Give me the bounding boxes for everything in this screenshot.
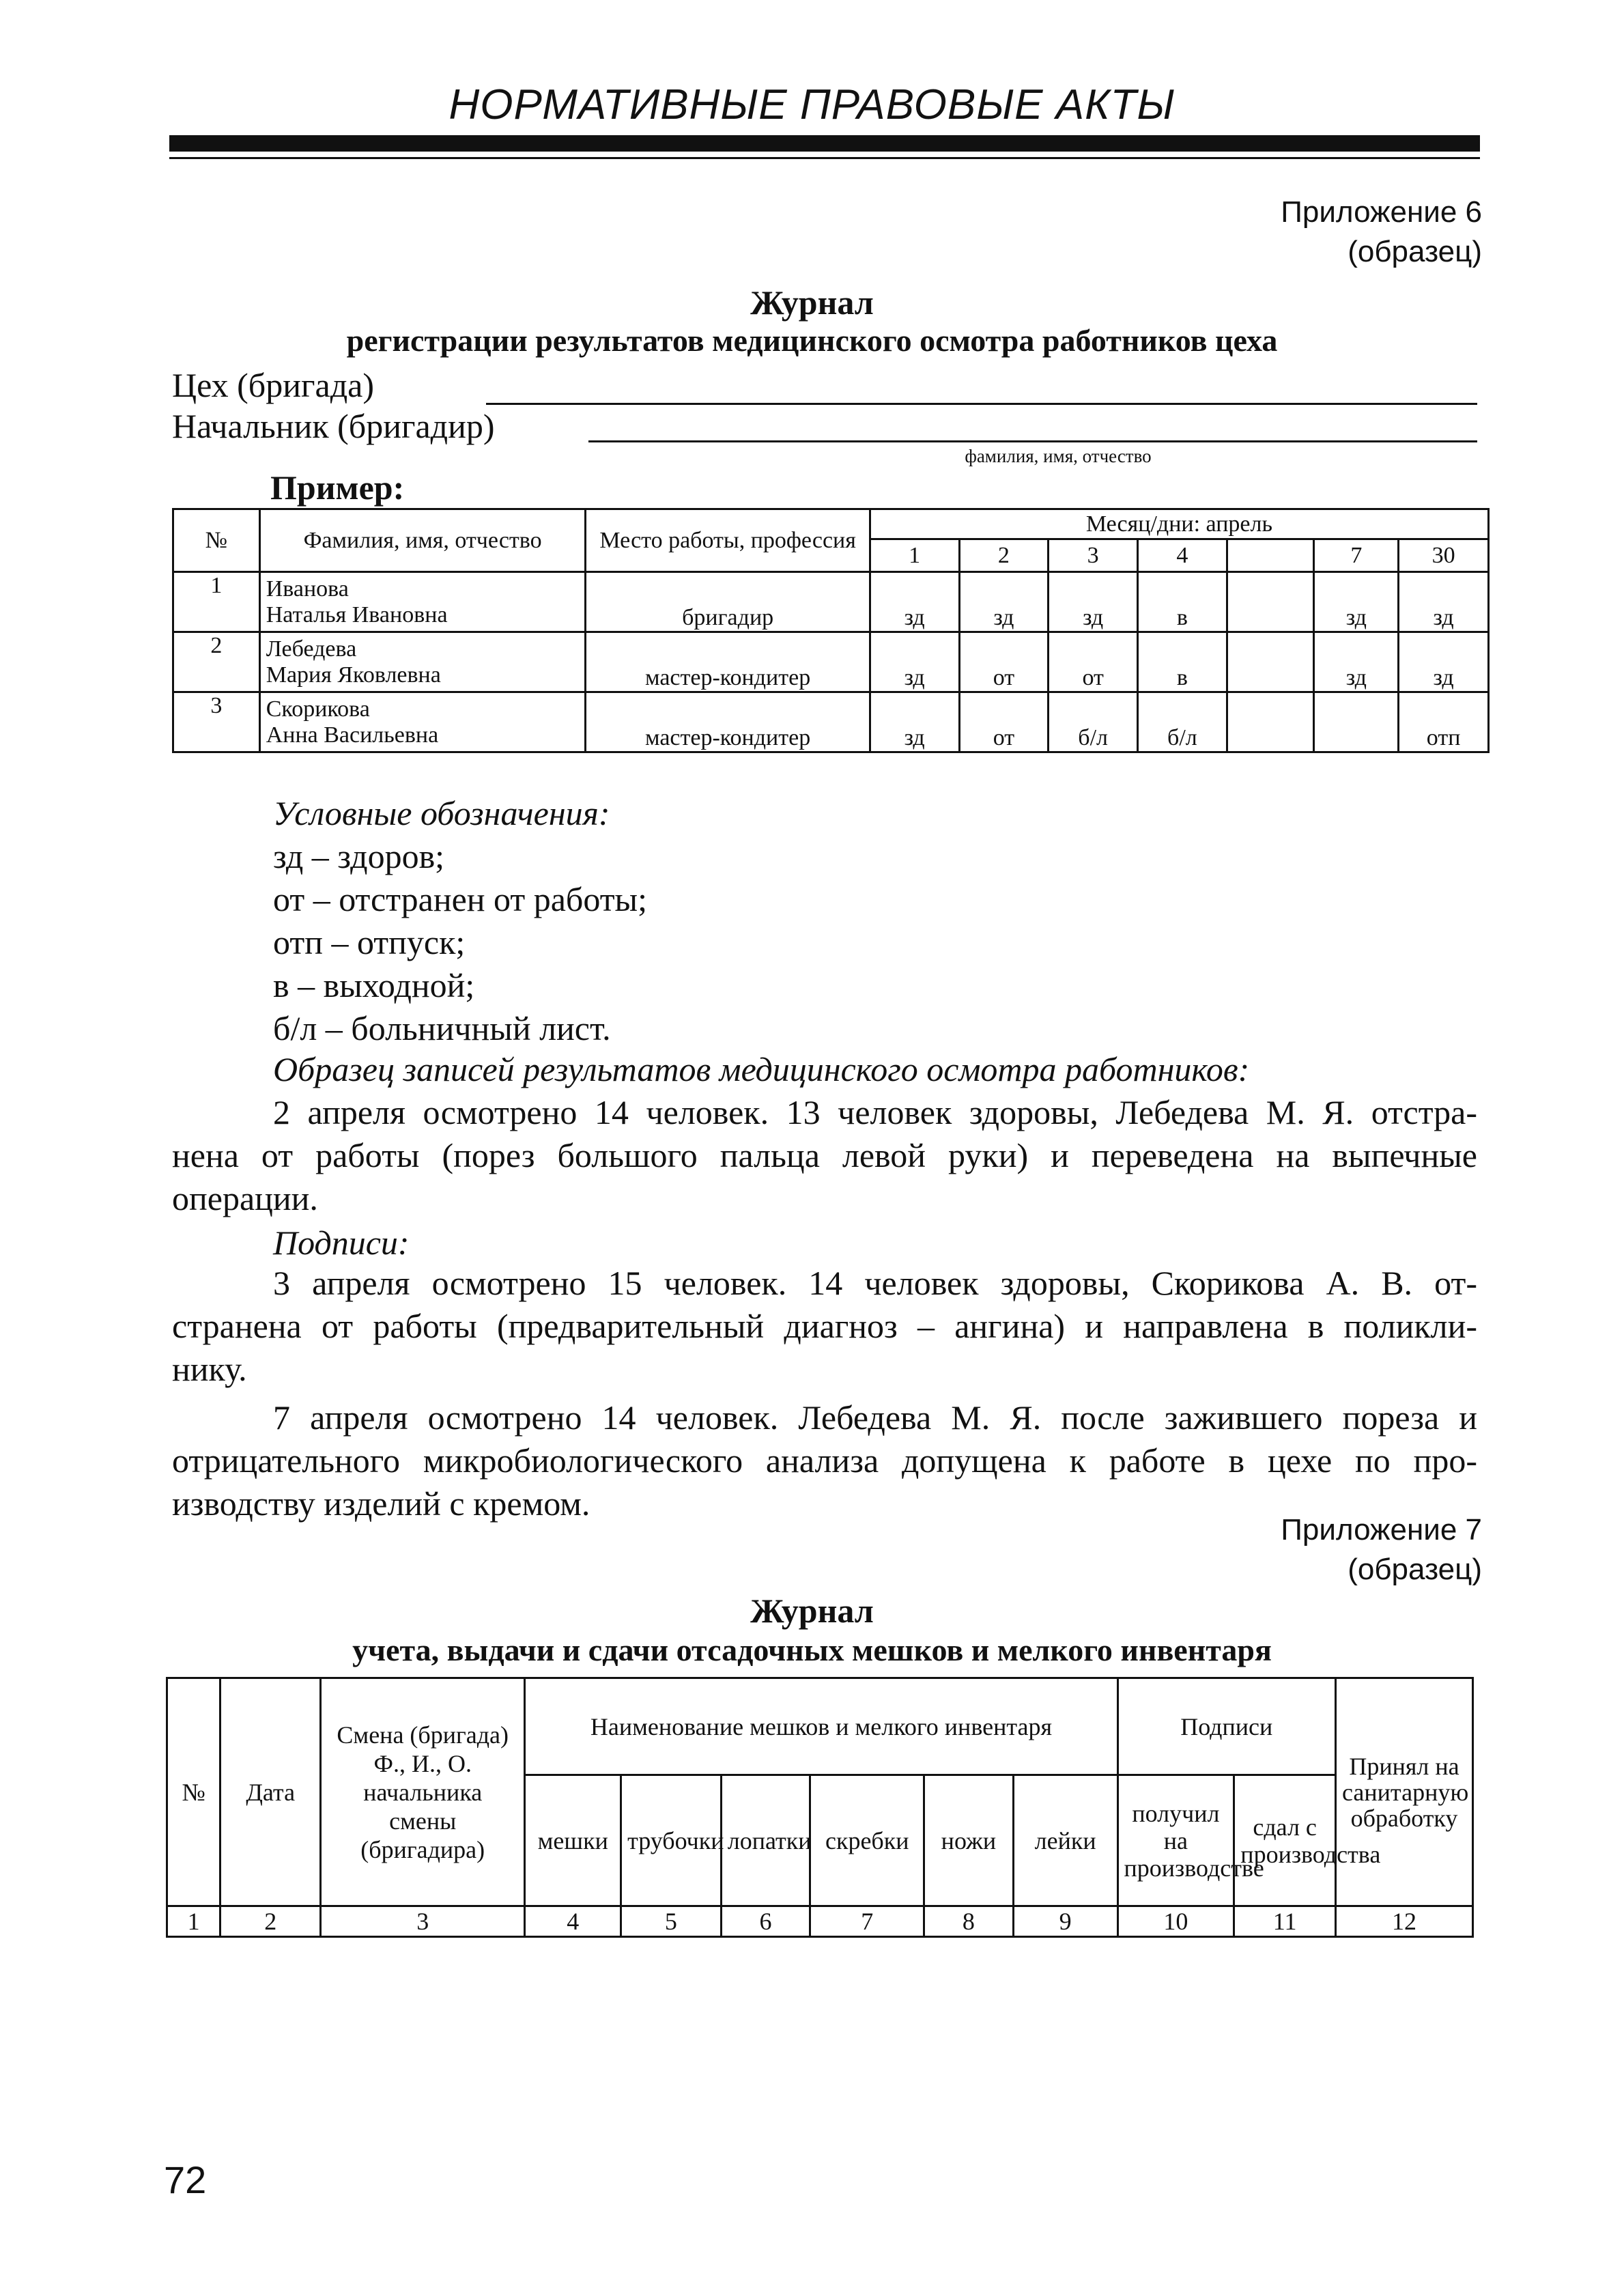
row-place: мастер-кондитер [586,692,870,752]
day-cell [1227,539,1314,572]
day-cell: 7 [1314,539,1399,572]
column-number: 1 [167,1906,220,1937]
chief-label: Начальник (бригадир) [172,407,495,445]
table-row [173,572,1489,632]
status-cell: зд [870,632,959,692]
page-number: 72 [164,2158,207,2201]
status-cell [1227,692,1314,752]
day-cell: 2 [959,539,1049,572]
header-accepted: Принял на санитарную обработку [1335,1678,1472,1906]
legend-item: зд – здоров; [273,837,445,875]
legend-item: б/л – больничный лист. [273,1009,611,1047]
status-cell: зд [1049,572,1138,632]
sign-header: получил на производстве [1117,1775,1234,1906]
column-number: 2 [220,1906,321,1937]
sample-paragraph-3: 7 апреля осмотрено 14 человек. Лебедева М. Я. после зажившего пореза и отрицательного микробиологического анализа допущена к работе в цехе по про- изводству изделий с кремом. [172,1398,1477,1523]
day-cell: 1 [870,539,959,572]
fio-caption: фамилия, имя, отчество [965,446,1152,466]
status-cell: в [1138,632,1227,692]
status-cell: от [959,692,1049,752]
sample-paragraph-1: 2 апреля осмотрено 14 человек. 13 человек здоровы, Лебедева М. Я. отстра- нена от работы (порез большого пальца левой руки) и переведена на выпечные операции. [172,1093,1477,1217]
table-row [173,632,1489,692]
status-cell: от [959,632,1049,692]
status-cell [1227,572,1314,632]
column-number: 12 [1335,1906,1472,1937]
column-number: 9 [1013,1906,1117,1937]
header-rule-thin [169,157,1480,159]
legend-title: Условные обозначения: [273,794,610,832]
table-row [167,1906,1473,1937]
sample-title: Образец записей результатов медицинского осмотра работников: [273,1050,1250,1088]
item-header: лейки [1013,1775,1117,1906]
header-month: Месяц/дни: апрель [870,509,1488,539]
header-number: № [173,509,260,572]
signatures-label: Подписи: [273,1224,410,1262]
running-header: НОРМАТИВНЫЕ ПРАВОВЫЕ АКТЫ [448,81,1176,128]
status-cell: зд [1314,632,1399,692]
header-fio: Фамилия, имя, отчество [259,509,586,572]
status-cell: отп [1399,692,1489,752]
workshop-line [486,403,1477,405]
row-place: бригадир [586,572,870,632]
item-header: скребки [810,1775,924,1906]
medical-exam-table [172,508,1490,753]
header-shift: Смена (бригада) Ф., И., О. начальника смены (бригадира) [321,1678,525,1906]
appendix-6-label: Приложение 6 (образец) [1281,195,1482,268]
status-cell: зд [1314,572,1399,632]
column-number: 6 [721,1906,810,1937]
legend-item: от – отстранен от работы; [273,880,648,918]
status-cell: зд [1399,632,1489,692]
day-cell: 4 [1138,539,1227,572]
row-fio: Лебедева Мария Яковлевна [259,632,586,692]
status-cell [1314,692,1399,752]
row-number: 2 [173,632,260,692]
status-cell: б/л [1138,692,1227,752]
header-items: Наименование мешков и мелкого инвентаря [525,1678,1117,1775]
journal-1-subtitle: регистрации результатов медицинского осмотра работников цеха [346,323,1278,358]
header-signatures: Подписи [1117,1678,1335,1775]
item-header: трубочки [621,1775,722,1906]
column-number: 8 [924,1906,1014,1937]
sign-header: сдал с производства [1234,1775,1336,1906]
legend [273,792,647,1050]
row-fio: Скорикова Анна Васильевна [259,692,586,752]
column-number: 5 [621,1906,722,1937]
header-place: Место работы, профессия [586,509,870,572]
status-cell: зд [870,572,959,632]
journal-1-title: Журнал [750,283,874,322]
row-place: мастер-кондитер [586,632,870,692]
header-rule-thick [169,135,1480,152]
status-cell: от [1049,632,1138,692]
day-cell: 30 [1399,539,1489,572]
status-cell [1227,632,1314,692]
table-row [173,692,1489,752]
column-number: 11 [1234,1906,1336,1937]
item-header: ножи [924,1775,1014,1906]
item-header: лопатки [721,1775,810,1906]
column-number: 7 [810,1906,924,1937]
legend-item: отп – отпуск; [273,923,466,961]
column-number: 4 [525,1906,621,1937]
status-cell: в [1138,572,1227,632]
status-cell: зд [870,692,959,752]
item-header: мешки [525,1775,621,1906]
appendix-7-label: Приложение 7 (образец) [1281,1513,1482,1586]
legend-item: в – выходной; [273,966,475,1004]
row-number: 3 [173,692,260,752]
inventory-table [166,1677,1474,1938]
chief-line [588,440,1477,442]
status-cell: зд [1399,572,1489,632]
row-fio: Иванова Наталья Ивановна [259,572,586,632]
column-number: 3 [321,1906,525,1937]
journal-2-subtitle: учета, выдачи и сдачи отсадочных мешков и мелкого инвентаря [352,1633,1272,1667]
status-cell: зд [959,572,1049,632]
header-date: Дата [220,1678,321,1906]
workshop-label: Цех (бригада) [172,366,374,404]
journal-2-title: Журнал [750,1592,874,1630]
status-cell: б/л [1049,692,1138,752]
row-number: 1 [173,572,260,632]
sample-paragraph-2: 3 апреля осмотрено 15 человек. 14 человек здоровы, Скорикова А. В. от- странена от работы (предварительный диагноз – ангина) и направлена в поликли- нику. [172,1264,1477,1388]
example-label: Пример: [270,468,405,507]
day-cell: 3 [1049,539,1138,572]
column-number: 10 [1117,1906,1234,1937]
header-number: № [167,1678,220,1906]
